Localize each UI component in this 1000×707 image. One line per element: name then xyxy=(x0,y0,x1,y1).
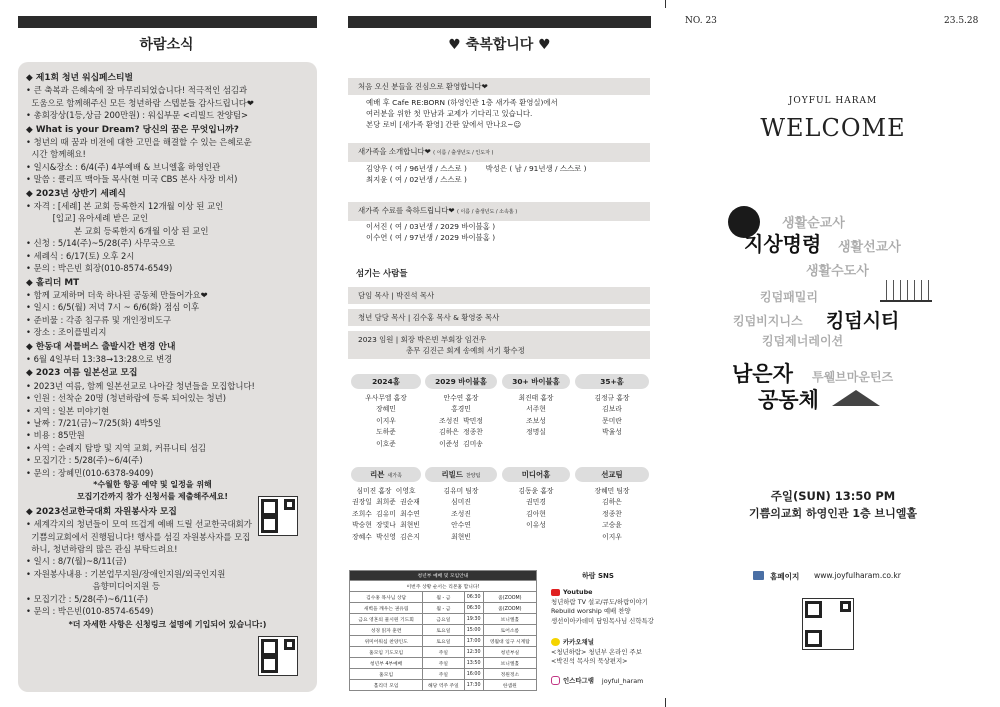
schedule-row xyxy=(350,658,537,669)
header-bar xyxy=(18,16,317,28)
schedule-cell: 금요일 xyxy=(423,614,464,625)
group-members xyxy=(351,486,421,543)
fold-mark xyxy=(665,0,666,8)
schedule-subtitle: 이번주 상황 순서는 리본홈 합니다! xyxy=(350,581,537,592)
section-line: • 2023년 여름, 함께 일본선교로 나아갈 청년들을 모집합니다! xyxy=(26,380,255,391)
schedule-cell: 해당 역주 주일 xyxy=(423,680,464,691)
group-label xyxy=(425,467,497,482)
section-line: • 함께 교제하며 더욱 하나된 공동체 만들어가요❤ xyxy=(26,289,208,300)
member-name: 장혜수 박신영 김은지 xyxy=(352,532,420,541)
officers-line2: 총무 김진근 회계 송예희 서기 황수정 xyxy=(406,346,525,355)
member-name: 우사무엘 홈장 xyxy=(365,394,407,402)
section-line: 본 교회 등록한지 6개월 이상 된 교인 xyxy=(26,225,209,236)
schedule-cell: 토요일 xyxy=(423,636,464,647)
youth-pastor: 청년 담당 목사 | 김수홍 목사 & 황영중 목사 xyxy=(348,309,650,326)
section-line: • 큰 축복과 은혜속에 잘 마무리되었습니다! 적극적인 섬김과 xyxy=(26,85,248,96)
section-line: • 신청 : 5/14(주)~5/28(주) 사무국으로 xyxy=(26,238,175,249)
group-sub: 찬양팀 xyxy=(465,473,481,479)
member-name: 김정규 홈장 xyxy=(594,394,630,402)
logo-text: 킹덤제너레이션 xyxy=(762,334,844,348)
member-name: 이준성 김미송 xyxy=(439,439,483,448)
schedule-cell: 15:00 xyxy=(464,625,483,636)
group-members xyxy=(351,393,421,450)
welcome-text xyxy=(366,97,558,130)
logo-text: 킹덤비지니스 xyxy=(733,314,803,328)
member-name: 도하준 xyxy=(376,428,396,437)
sns-title: 하람 SNS xyxy=(582,572,614,580)
text-line: 여러분을 위한 첫 만남과 교제가 기다리고 있습니다. xyxy=(366,109,533,118)
member-name: 최진태 홈장 xyxy=(518,394,554,402)
group-members xyxy=(575,486,649,543)
section-line: • 모집기간 : 5/28(주)~6/4(주) xyxy=(26,455,143,466)
member-name: 장혜민 xyxy=(376,405,396,414)
kakao-line: <청년하람> 청년부 온라인 주보 xyxy=(551,647,642,656)
member-name: 문미란 xyxy=(602,416,622,425)
group-name: 30+ 바이블홈 xyxy=(512,377,560,386)
homepage-icon xyxy=(753,571,764,580)
text-line: 최지윤 ( 여 / 02년생 / 스스로 ) xyxy=(366,175,467,184)
logo-text: 남은자 xyxy=(732,362,793,386)
blessing-title: ♥ 축복합니다 ♥ xyxy=(448,37,551,53)
member-name: 박승현 장빛나 최현빈 xyxy=(352,521,420,530)
text-line: 예배 후 Cafe RE:BORN (하영인관 1층 새가족 환영실)에서 xyxy=(366,98,558,107)
schedule-row xyxy=(350,636,537,647)
section-heading: ◆ 2023년 상반기 세례식 xyxy=(26,188,126,199)
group-label xyxy=(575,467,649,482)
schedule-cell: 홈모임 xyxy=(350,669,423,680)
schedule-cell: 월 - 금 xyxy=(423,603,464,614)
section-heading: ◆ 홀리더 MT xyxy=(26,277,80,288)
city-icon xyxy=(880,280,932,302)
schedule-row xyxy=(350,625,537,636)
schedule-row xyxy=(350,647,537,658)
header-bar xyxy=(348,16,651,28)
schedule-cell: 주일 xyxy=(423,658,464,669)
group-name: 2029 바이블홈 xyxy=(435,377,487,386)
text-line: 이서진 ( 여 / 03년생 / 2029 바이블홈 ) xyxy=(366,222,496,231)
news-box xyxy=(18,62,317,692)
qr-code-volunteer[interactable] xyxy=(258,636,298,676)
member-name: 심미진 xyxy=(451,498,471,507)
member-name: 김동윤 홈장 xyxy=(518,487,554,495)
section-line: • 6월 4일부터 13:38→13:28으로 변경 xyxy=(26,353,173,364)
section-line: • 자격 : [세례] 본 교회 등록한지 12개월 이상 된 교인 xyxy=(26,201,224,212)
graduate-list xyxy=(366,221,495,243)
newcomer-heading: 새가족을 소개합니다❤ ( 이름 / 출생년도 / 인도자 ) xyxy=(348,143,650,162)
member-name: 김유미 팀장 xyxy=(443,487,479,495)
group-label xyxy=(575,374,649,389)
schedule-cell: 17:00 xyxy=(464,636,483,647)
member-name: 정명실 xyxy=(526,428,546,437)
member-name: 조성진 박민정 xyxy=(439,416,483,425)
section-line: • 일시 : 8/7(월)~8/11(금) xyxy=(26,556,127,567)
schedule-cell: 홈모임 기도모임 xyxy=(350,647,423,658)
group-members xyxy=(425,393,497,450)
schedule-cell: 월 - 금 xyxy=(423,592,464,603)
schedule-cell: 12:30 xyxy=(464,647,483,658)
section-line: • 일시 : 6/5(월) 저녁 7시 ~ 6/6(화) 점심 이후 xyxy=(26,302,200,313)
schedule-cell: 정원정소 xyxy=(483,669,536,680)
group-name: 리븐 xyxy=(370,470,385,479)
youtube-icon xyxy=(551,589,560,596)
issue-number: NO. 23 xyxy=(685,16,717,26)
group-name: 미디어홈 xyxy=(521,470,551,479)
schedule-table xyxy=(349,570,537,691)
youtube-label: Youtube xyxy=(563,588,593,596)
member-name: 고승윤 xyxy=(602,521,622,530)
schedule-cell: 17:30 xyxy=(464,680,483,691)
issue-date: 23.5.28 xyxy=(944,16,979,26)
news-title: 하람소식 xyxy=(139,37,194,53)
member-name: 심미진 홈장 이영호 xyxy=(356,487,416,495)
schedule-cell: 19:30 xyxy=(464,614,483,625)
group-name: 선교팀 xyxy=(601,470,623,479)
brand-name: JOYFUL HARAM xyxy=(788,96,878,106)
logo-text: 생활수도사 xyxy=(806,264,869,279)
section-line: • 날짜 : 7/21(금)~7/25(화) 4박5일 xyxy=(26,417,162,428)
member-name: 김하은 정종찬 xyxy=(439,428,483,437)
schedule-row xyxy=(350,592,537,603)
logo-text: 생활순교사 xyxy=(782,216,845,231)
homepage-url[interactable]: www.joyfulharam.co.kr xyxy=(814,571,901,580)
logo-text: 킹덤시티 xyxy=(826,310,900,332)
schedule-cell: 청년부실 xyxy=(483,647,536,658)
section-heading: ◆ 한동대 셔틀버스 출발시간 변경 안내 xyxy=(26,341,176,352)
member-name: 이지우 xyxy=(376,416,396,425)
section-heading: ◆ 2023선교한국대회 자원봉사자 모집 xyxy=(26,506,177,517)
schedule-cell: 브니엘홀 xyxy=(483,614,536,625)
schedule-cell: 06:30 xyxy=(464,592,483,603)
section-note: *더 자세한 사항은 신청링크 설명에 기입되어 있습니다:) xyxy=(68,620,267,630)
group-label xyxy=(351,374,421,389)
schedule-cell: 성경 읽자 훈련 xyxy=(350,625,423,636)
section-note: *수월한 항공 예약 및 일정을 위해 xyxy=(93,480,212,489)
group-members xyxy=(575,393,649,439)
member-name: 조희수 김유미 최수연 xyxy=(352,509,420,518)
youtube-line: 청년하람 TV 설교/큐도/하람이야기 xyxy=(551,597,648,606)
group-members xyxy=(502,486,570,532)
section-line: • 말씀 : 클리프 맥아들 목사(현 미국 CBS 본사 사장 비서) xyxy=(26,174,238,185)
newcomer-list xyxy=(366,163,587,185)
schedule-cell: 한샘원 xyxy=(483,680,536,691)
text-line: 이수연 ( 여 / 97년생 / 2029 바이블홈 ) xyxy=(366,233,496,242)
instagram-block[interactable] xyxy=(551,676,643,686)
kakao-label: 카카오채널 xyxy=(563,638,594,646)
text-line: 본당 로비 [새가족 환영] 간판 앞에서 만나요~☺ xyxy=(366,120,522,129)
schedule-row xyxy=(350,669,537,680)
schedule-cell: 토요일 xyxy=(423,625,464,636)
section-line: 도움으로 함께해주신 모든 청년하람 스텝분들 감사드립니다❤ xyxy=(26,97,254,108)
schedule-cell: 13:50 xyxy=(464,658,483,669)
schedule-row xyxy=(350,680,537,691)
member-name: 김아현 xyxy=(526,509,546,518)
section-line: • 장소 : 조이플빌리지 xyxy=(26,327,107,338)
group-label xyxy=(502,467,570,482)
kakao-block[interactable] xyxy=(551,638,642,667)
section-line: • 비용 : 85만원 xyxy=(26,430,85,441)
section-line: • 문의 : 박은빈(010-8574-6549) xyxy=(26,606,154,617)
section-line: 하니, 청년하람의 많은 관심 부탁드려요! xyxy=(26,544,178,555)
logo-text: 공동체 xyxy=(758,388,819,412)
group-label xyxy=(351,467,421,482)
group-members xyxy=(425,486,497,543)
member-name: 이지우 xyxy=(602,532,622,541)
schedule-cell: 줌(ZOOM) xyxy=(483,603,536,614)
section-line: • 사역 : 순례지 탐방 및 지역 교회, 커뮤니티 섬김 xyxy=(26,442,207,453)
member-name: 홍경민 xyxy=(451,405,471,414)
section-line: [입교] 유아세례 받은 교인 xyxy=(26,213,149,224)
member-name: 최현빈 xyxy=(451,532,471,541)
section-line: 시간 함께해요! xyxy=(26,149,86,160)
section-line: • 청년의 때 꿈과 비전에 대한 고민을 해결할 수 있는 은혜로운 xyxy=(26,137,252,148)
news-page xyxy=(0,0,333,707)
group-sub: 새가족 xyxy=(387,473,402,479)
section-heading: ◆ 제1회 청년 워십페스티벌 xyxy=(26,73,134,83)
member-name: 이호준 xyxy=(376,439,396,448)
qr-code-mission[interactable] xyxy=(258,496,298,536)
instagram-label: 인스타그램 xyxy=(563,676,594,685)
logo-text: 킹덤패밀리 xyxy=(760,290,818,304)
member-name: 안수연 홈장 xyxy=(443,394,479,402)
senior-pastor: 담임 목사 | 박진석 목사 xyxy=(348,287,650,304)
homepage-label: 홈페이지 xyxy=(770,572,800,581)
section-line: 음향미디어지원 등 xyxy=(26,581,160,592)
section-line: • 모집기간 : 5/28(주)~6/11(주) xyxy=(26,593,148,604)
section-heading: ◆ 2023 여름 일본선교 모집 xyxy=(26,368,138,379)
section-line: • 일시&장소 : 6/4(주) 4부예배 & 브니엘홀 하영인관 xyxy=(26,161,221,172)
schedule-cell: 금요 영혼의 물시원 기도회 xyxy=(350,614,423,625)
section-line: • 문의 : 장혜민(010-6378-9409) xyxy=(26,467,154,478)
kakao-line: <박진석 목사의 묵상편지> xyxy=(551,657,628,665)
schedule-row xyxy=(350,614,537,625)
graduate-heading: 새가족 수료를 축하드립니다❤ ( 이름 / 출생년도 / 소속홈 ) xyxy=(348,202,650,221)
member-name: 장혜민 팀장 xyxy=(594,487,630,495)
schedule-cell: 새벽을 깨우는 권유림 xyxy=(350,603,423,614)
mountain-icon xyxy=(832,390,880,406)
group-name: 2024홈 xyxy=(372,377,400,386)
service-time: 주일(SUN) 13:50 PM xyxy=(770,489,896,503)
schedule-cell: 주일 xyxy=(423,647,464,658)
kakao-icon xyxy=(551,638,560,646)
group-label xyxy=(502,374,570,389)
group-name: 리빌드 xyxy=(441,470,463,479)
section-line: • 세례식 : 6/17(토) 오후 2시 xyxy=(26,250,135,261)
member-name: 안수연 xyxy=(451,521,471,530)
section-line: • 지역 : 일본 미야기현 xyxy=(26,405,110,416)
section-line: • 세계각지의 청년들이 모여 뜨겁게 예배 드릴 선교한국대회가 xyxy=(26,519,252,530)
member-name: 이유성 xyxy=(526,521,546,530)
group-label xyxy=(425,374,497,389)
schedule-cell: 16:00 xyxy=(464,669,483,680)
group-members xyxy=(502,393,570,439)
member-name: 권장일 최희준 권순재 xyxy=(352,498,420,507)
schedule-cell: 영월대 입구 시계탑 xyxy=(483,636,536,647)
member-name: 김하은 xyxy=(602,498,622,507)
member-name: 권민경 xyxy=(526,498,546,507)
member-name: 박율성 xyxy=(602,428,622,437)
instagram-id: joyful_haram xyxy=(601,676,644,685)
officers-line1: 2023 임원 | 회장 박은빈 부회장 임건우 xyxy=(358,335,487,344)
schedule-cell: 토어소롬 xyxy=(483,625,536,636)
service-place: 기쁨의교회 하영인관 1층 브니엘홀 xyxy=(749,507,917,520)
member-name: 정종찬 xyxy=(602,509,622,518)
section-heading: ◆ What is your Dream? 당신의 꿈은 무엇입니까? xyxy=(26,124,239,135)
schedule-row xyxy=(350,603,537,614)
officers xyxy=(348,331,650,359)
section-line: • 준비물 : 각종 침구류 및 개인정비도구 xyxy=(26,314,172,325)
text-line: 김양우 ( 여 / 96년생 / 스스로 ) 박성은 ( 남 / 91년생 / 스스로 ) xyxy=(366,164,587,173)
schedule-cell: 홀리더 모임 xyxy=(350,680,423,691)
welcome-title: WELCOME xyxy=(760,114,906,142)
schedule-cell: 06:30 xyxy=(464,603,483,614)
schedule-cell: 청년부 4부예배 xyxy=(350,658,423,669)
schedule-cell: 줌(ZOOM) xyxy=(483,592,536,603)
section-line: 기쁨의교회에서 진행됩니다! 행사를 섬길 자원봉사자를 모집 xyxy=(26,531,251,542)
fold-mark xyxy=(665,698,666,707)
logo-text: 투웰브마운틴즈 xyxy=(812,370,894,384)
schedule-cell: 주일 xyxy=(423,669,464,680)
youtube-line: Rebuild worship 예배 찬양 xyxy=(551,607,631,615)
member-name: 김보라 xyxy=(602,405,622,414)
member-name: 서주현 xyxy=(526,405,546,414)
schedule-cell: 브니엘홀 xyxy=(483,658,536,669)
section-note: 모집기간까지 참가 신청서를 제출해주세요! xyxy=(76,492,229,502)
schedule-cell: 위미어워십 찬양인도 xyxy=(350,636,423,647)
member-name: 조성진 xyxy=(451,509,471,518)
qr-code-homepage[interactable] xyxy=(802,598,854,650)
section-line: • 자원봉사내용 : 기본업무지원/장애인지원/외국인지원 xyxy=(26,568,226,579)
youtube-block[interactable] xyxy=(551,588,654,626)
group-name: 35+홈 xyxy=(600,377,624,386)
welcome-heading: 처음 오신 분들을 진심으로 환영합니다❤ xyxy=(348,78,650,95)
servers-title: 섬기는 사람들 xyxy=(356,268,408,278)
schedule-title: 청년부 예배 및 모임안내 xyxy=(350,571,537,581)
logo-text: 지상명령 xyxy=(744,232,822,256)
section-line: • 총회장상(1등,상금 200만원) : 워십부문 <리빌드 찬양팀> xyxy=(26,110,248,121)
schedule-cell: 김수홍 목사님 상담 xyxy=(350,592,423,603)
instagram-icon xyxy=(551,676,560,685)
section-line: • 인원 : 선착순 20명 (청년하람에 등록 되어있는 청년) xyxy=(26,393,226,404)
section-line: • 문의 : 박은빈 회장(010-8574-6549) xyxy=(26,263,173,274)
logo-text: 생활선교사 xyxy=(838,240,901,255)
member-name: 조보성 xyxy=(526,416,546,425)
youtube-line: 생선이아카데미 담임목사님 신학특강 xyxy=(551,616,654,625)
